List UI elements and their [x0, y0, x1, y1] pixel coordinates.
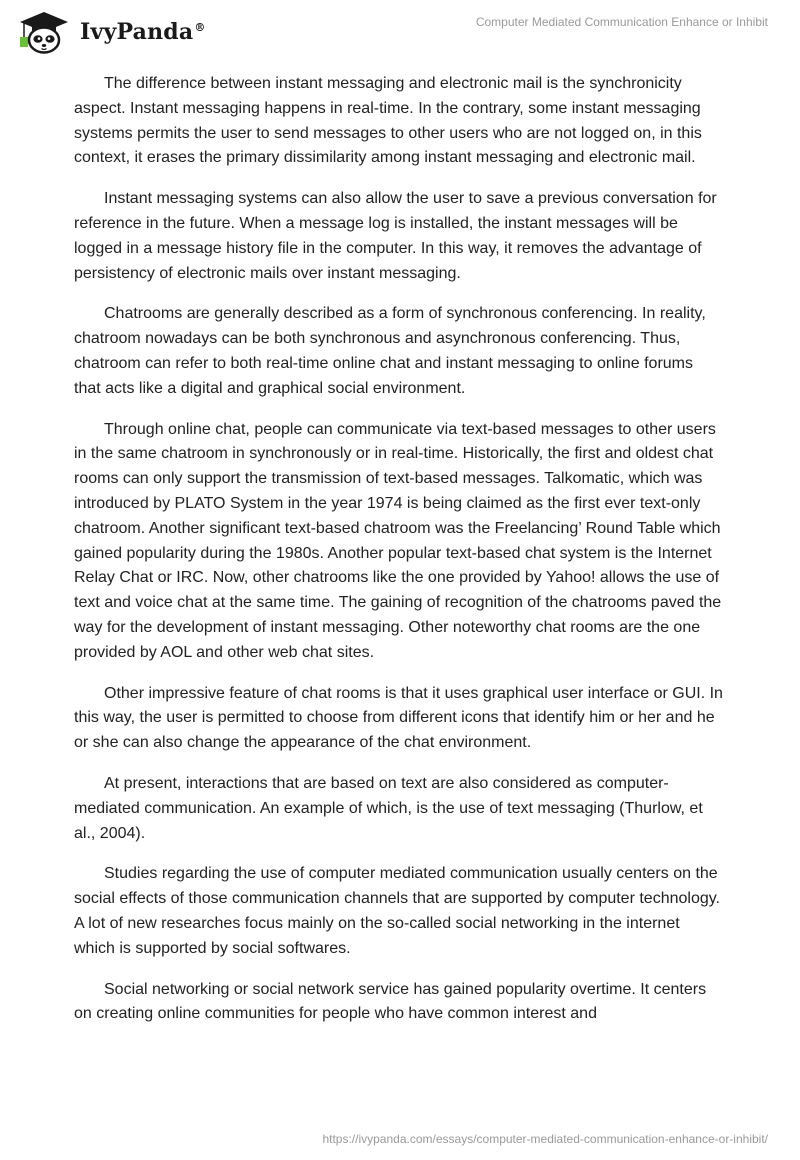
paragraph: Chatrooms are generally described as a form of synchronous conferencing. In reality, chatroom nowadays can be both synchronous and asynchronous conferencing. Thus, chatroom can refer to both real-time online chat and instant messaging to online forums that acts like a digital and graphical social environment.: [74, 305, 706, 397]
paragraph: Other impressive feature of chat rooms is that it uses graphical user interface or GUI. In this way, the user is permitted to choose from different icons that identify him or her and he or she can also change the appearance of the chat environment.: [74, 684, 723, 752]
essay-body: [74, 72, 724, 1043]
paragraph: Studies regarding the use of computer mediated communication usually centers on the social effects of those communication channels that are supported by computer technology. A lot of new researches focus mainly on the so-called social networking in the internet which is supported by social softwares.: [74, 865, 720, 957]
paragraph: Through online chat, people can communicate via text-based messages to other users in the same chatroom in synchronously or in real-time. Historically, the first and oldest chat rooms can only support the transmission of text-based messages. Talkomatic, which was introduced by PLATO System in the year 1974 is being claimed as the first ever text-only chatroom. Another significant text-based chatroom was the Freelancing’ Round Table which gained popularity during the 1980s. Another popular text-based chat system is the Internet Relay Chat or IRC. Now, other chatrooms like the one provided by Yahoo! allows the use of text and voice chat at the same time. The gaining of recognition of the chatrooms paved the way for the development of instant messaging. Other noteworthy chat rooms are the one provided by AOL and other web chat sites.: [74, 420, 722, 661]
page-header: [0, 0, 800, 60]
brand-name: IvyPanda®: [80, 19, 206, 45]
source-url-link[interactable]: https://ivypanda.com/essays/computer-mediated-communication-enhance-or-inhibit/: [322, 1132, 768, 1146]
paragraph: The difference between instant messaging and electronic mail is the synchronicity aspect. Instant messaging happens in real-time. In the contrary, some instant messaging systems permits the user to send messages to other users who are not logged on, in this context, it erases the primary dissimilarity among instant messaging and electronic mail.: [74, 75, 702, 167]
paragraph: Instant messaging systems can also allow the user to save a previous conversation for reference in the future. When a message log is installed, the instant messages will be logged in a message history file in the computer. In this way, it removes the advantage of persistency of electronic mails over instant messaging.: [74, 190, 717, 282]
document-title: Computer Mediated Communication Enhance or Inhibit: [475, 15, 768, 29]
brand-logo[interactable]: [14, 8, 206, 56]
paragraph: At present, interactions that are based on text are also considered as computer-mediated communication. An example of which, is the use of text messaging (Thurlow, et al., 2004).: [74, 774, 703, 842]
panda-graduate-icon: [14, 8, 76, 56]
registered-mark: ®: [194, 20, 206, 34]
paragraph: Social networking or social network service has gained popularity overtime. It centers on creating online communities for people who have common interest and: [74, 980, 707, 1023]
